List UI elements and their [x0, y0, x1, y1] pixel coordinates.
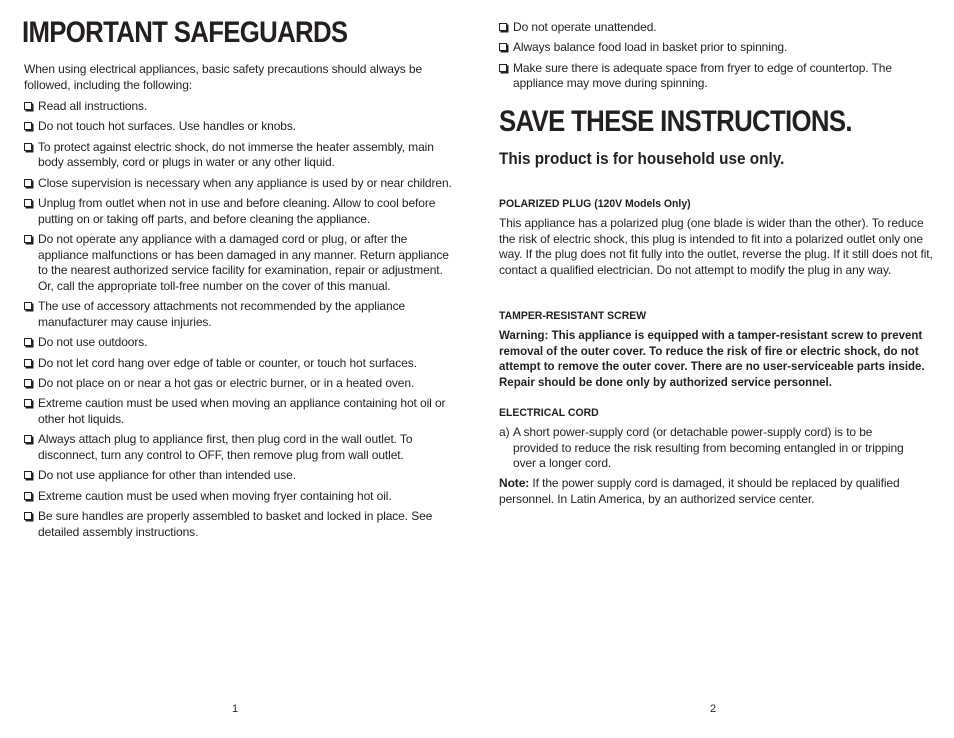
checkbox-icon [24, 512, 32, 520]
list-item [24, 335, 456, 351]
save-instructions-title: SAVE THESE INSTRUCTIONS. [499, 105, 852, 138]
checkbox-icon [24, 492, 32, 500]
list-item-text: Do not place on or near a hot gas or electric burner, or in a heated oven. [38, 376, 415, 391]
list-item [24, 356, 456, 372]
list-item [24, 119, 456, 135]
checkbox-icon [24, 379, 32, 387]
checkbox-icon [499, 64, 507, 72]
page-number-right: 2 [710, 703, 717, 715]
checkbox-icon [499, 43, 507, 51]
list-item-text: Extreme caution must be used when moving fryer containing hot oil. [38, 488, 392, 503]
list-item-text: Be sure handles are properly assembled to basket and locked in place. See detailed assembly instructions. [38, 509, 433, 539]
list-item-text: Read all instructions. [38, 99, 148, 113]
list-item-text: Do not operate any appliance with a damaged cord or plug, or after the appliance malfunctions or has been damaged in any manner. Return appliance to the nearest authorized service facility for examination, repair or adjustment. Or, call the appropriate toll-free number on the cover of this manual. [38, 232, 449, 293]
checkbox-icon [24, 179, 32, 187]
list-item [24, 432, 456, 463]
checkbox-icon [24, 302, 32, 310]
list-item-text: Always balance food load in basket prior to spinning. [513, 40, 788, 55]
checkbox-icon [24, 435, 32, 443]
checkbox-icon [24, 199, 32, 207]
list-item [24, 176, 456, 192]
list-item-text: Do not let cord hang over edge of table or counter, or touch hot surfaces. [38, 355, 417, 370]
list-item-text: Do not touch hot surfaces. Use handles or knobs. [38, 119, 297, 134]
note-label: Note: [499, 476, 530, 490]
list-item [499, 40, 911, 56]
checkbox-icon [499, 23, 507, 31]
checkbox-icon [24, 122, 32, 130]
polarized-plug-text: This appliance has a polarized plug (one blade is wider than the other). To reduce the risk of electric shock, this plug is intended to fit into a polarized outlet only one way. If the plug does not fit fully into the outlet, reverse the plug. If it still does not fit, contact a qualified electrician. Do not attempt to modify the plug in any way. [499, 216, 933, 277]
checkbox-icon [24, 235, 32, 243]
checkbox-icon [24, 359, 32, 367]
checkbox-icon [24, 399, 32, 407]
intro-paragraph: When using electrical appliances, basic safety precautions should always be followed, including the following: [24, 62, 423, 92]
list-item [499, 20, 911, 36]
checkbox-icon [24, 471, 32, 479]
checkbox-icon [24, 338, 32, 346]
list-item [24, 196, 456, 227]
list-item-text: Make sure there is adequate space from fryer to edge of countertop. The appliance may move during spinning. [513, 60, 892, 91]
list-item [24, 232, 456, 294]
list-item-text: Unplug from outlet when not in use and before cleaning. Allow to cool before putting on or taking off parts, and before cleaning the appliance. [38, 196, 436, 226]
polarized-plug-heading: POLARIZED PLUG (120V Models Only) [499, 198, 691, 210]
list-item [24, 489, 456, 505]
list-item-text: To protect against electric shock, do not immerse the heater assembly, main body assembly, cord or plugs in water or any other liquid. [38, 139, 434, 170]
list-item-text: Close supervision is necessary when any appliance is used by or near children. [38, 175, 452, 190]
list-item-text: Do not operate unattended. [513, 20, 657, 34]
note-text: If the power supply cord is damaged, it should be replaced by qualified personnel. In Latin America, by an authorized service center. [499, 476, 900, 506]
cord-item-marker: a) [499, 425, 510, 439]
safeguards-list [24, 99, 456, 545]
list-item [24, 468, 456, 484]
list-item-text: Do not use outdoors. [38, 335, 148, 350]
tamper-screw-warning: Warning: This appliance is equipped with a tamper-resistant screw to prevent removal of the outer cover. To reduce the risk of fire or electric shock, do not attempt to remove the outer cover. There are no user-serviceable parts inside. Repair should be done only by authorized service personnel. [499, 330, 925, 389]
list-item [24, 376, 456, 392]
safeguards-list-continued [499, 20, 911, 97]
list-item-text: The use of accessory attachments not recommended by the appliance manufacturer may cause injuries. [38, 299, 406, 329]
list-item [24, 299, 456, 330]
list-item-text: Always attach plug to appliance first, then plug cord in the wall outlet. To disconnect, turn any control to OFF, then remove plug from wall outlet. [38, 432, 413, 463]
electrical-cord-heading: ELECTRICAL CORD [499, 407, 599, 419]
list-item-text: Do not use appliance for other than intended use. [38, 468, 296, 483]
list-item-text: Extreme caution must be used when moving an appliance containing hot oil or other hot liquids. [38, 396, 446, 427]
list-item [499, 61, 911, 92]
list-item [24, 396, 456, 427]
page-number-left: 1 [232, 703, 239, 715]
cord-item-text: A short power-supply cord (or detachable power-supply cord) is to be provided to reduce the risk resulting from becoming entangled in or tripping over a longer cord. [513, 425, 904, 471]
checkbox-icon [24, 143, 32, 151]
list-item [24, 140, 456, 171]
safeguards-title: IMPORTANT SAFEGUARDS [22, 16, 348, 49]
cord-item-a [499, 425, 915, 472]
right-page [477, 0, 954, 738]
cord-note [499, 476, 929, 507]
household-use-subtitle: This product is for household use only. [499, 149, 785, 168]
list-item [24, 99, 456, 115]
checkbox-icon [24, 102, 32, 110]
list-item [24, 509, 456, 540]
tamper-screw-heading: TAMPER-RESISTANT SCREW [499, 310, 647, 322]
